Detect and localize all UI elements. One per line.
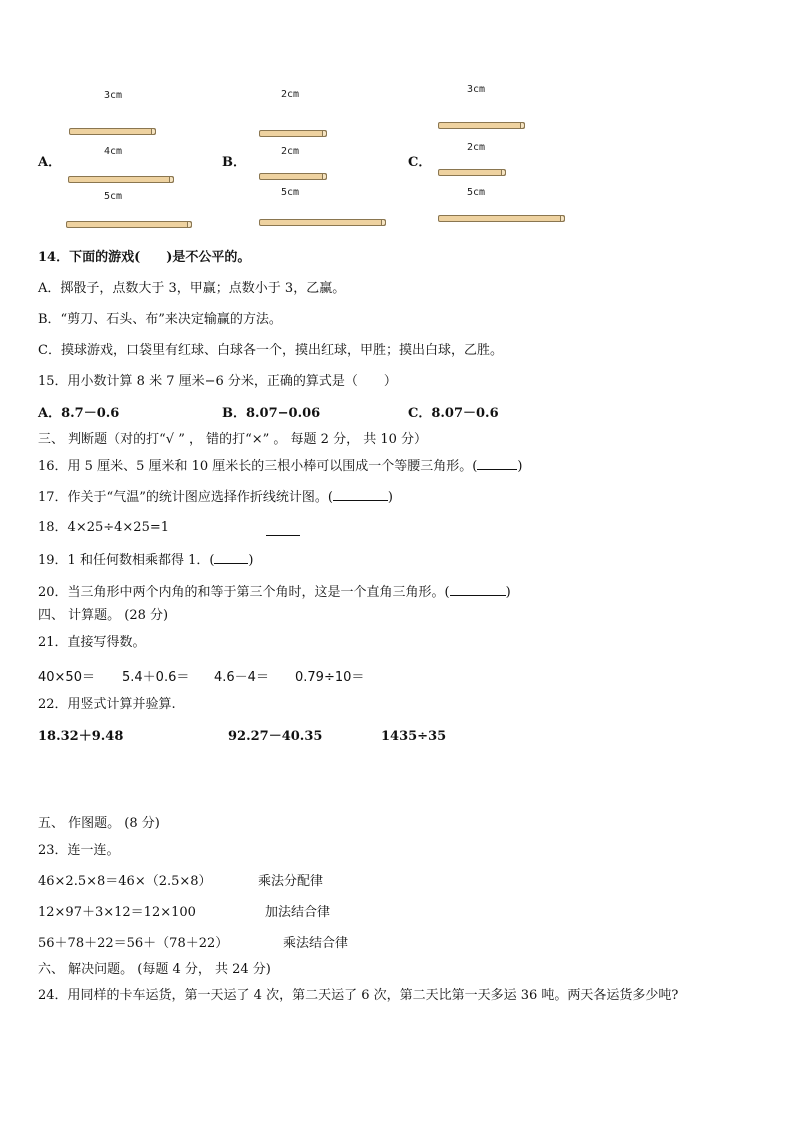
stick-label-b3: 5cm: [281, 187, 300, 198]
q19-end: ): [248, 553, 254, 568]
q21-item-1: 40×50＝: [38, 670, 95, 685]
q15-option-a: A．8.7－0.6: [38, 406, 120, 421]
q16-end: ): [517, 459, 523, 474]
stick-c3: [438, 215, 565, 222]
q17: [38, 488, 393, 506]
q23: 23．连一连。: [38, 843, 120, 858]
q15-question: 15．用小数计算 8 米 7 厘米−6 分米，正确的算式是（ ）: [38, 374, 397, 389]
option-c-label: C．: [408, 155, 432, 170]
q16-answer-blank[interactable]: [477, 457, 517, 470]
stick-a1: [69, 128, 156, 135]
q16: [38, 457, 522, 475]
stick-label-a2: 4cm: [104, 146, 123, 157]
q20: [38, 583, 511, 601]
q21-item-4: 0.79÷10＝: [295, 670, 365, 685]
q21: 21．直接写得数。: [38, 635, 146, 650]
stick-a2: [68, 176, 174, 183]
q20-end: ): [505, 585, 511, 600]
q15-option-c: C．8.07－0.6: [408, 406, 499, 421]
q17-end: ): [387, 490, 393, 505]
stick-b1: [259, 130, 327, 137]
q19-answer-blank[interactable]: [214, 551, 248, 564]
q18: 18．4×25÷4×25=1: [38, 520, 170, 535]
stick-c2: [438, 169, 506, 176]
q23-right-1[interactable]: 乘法分配律: [258, 874, 324, 889]
q21-item-2: 5.4＋0.6＝: [122, 670, 190, 685]
q22: 22．用竖式计算并验算.: [38, 697, 176, 712]
section-5-heading: 五、 作图题。 (8 分): [38, 816, 160, 831]
q24: 24．用同样的卡车运货，第一天运了 4 次，第二天运了 6 次，第二天比第一天多运 36 吨。两天各运货多少吨?: [38, 988, 679, 1003]
q22-item-1: 18.32＋9.48: [38, 729, 124, 744]
stick-label-a3: 5cm: [104, 191, 123, 202]
section-3-heading: 三、 判断题（对的打“√ ” ， 错的打“×” 。 每题 2 分， 共 10 分）: [38, 432, 428, 447]
option-a-label: A．: [38, 155, 62, 170]
q15-option-b: B．8.07−0.06: [222, 406, 321, 421]
q17-answer-blank[interactable]: [333, 488, 388, 501]
option-b-label: B．: [222, 155, 246, 170]
q22-item-3: 1435÷35: [381, 729, 447, 744]
q20-answer-blank[interactable]: [450, 583, 506, 596]
stick-b2: [259, 173, 327, 180]
stick-label-c3: 5cm: [467, 187, 486, 198]
q22-item-2: 92.27－40.35: [228, 729, 323, 744]
q23-right-2[interactable]: 加法结合律: [265, 905, 331, 920]
q14-option-b: B．“剪刀、石头、布”来决定输赢的方法。: [38, 312, 282, 327]
stick-label-c1: 3cm: [467, 84, 486, 95]
stick-label-c2: 2cm: [467, 142, 486, 153]
q19-text: 19．1 和任何数相乘都得 1．(: [38, 553, 215, 568]
stick-c1: [438, 122, 525, 129]
q16-text: 16．用 5 厘米、5 厘米和 10 厘米长的三根小棒可以围成一个等腰三角形。(: [38, 459, 478, 474]
stick-label-b1: 2cm: [281, 89, 300, 100]
section-4-heading: 四、 计算题。 (28 分): [38, 608, 169, 623]
q19: [38, 551, 254, 569]
q20-text: 20．当三角形中两个内角的和等于第三个角时，这是一个直角三角形。(: [38, 585, 450, 600]
q23-left-2[interactable]: 12×97＋3×12＝12×100: [38, 905, 196, 920]
q17-text: 17．作关于“气温”的统计图应选择作折线统计图。(: [38, 490, 333, 505]
stick-label-a1: 3cm: [104, 90, 123, 101]
q18-answer-blank[interactable]: [266, 524, 300, 536]
q14-question: 14．下面的游戏( )是不公平的。: [38, 250, 251, 265]
q21-item-3: 4.6－4＝: [214, 670, 269, 685]
q14-option-a: A．掷骰子，点数大于 3，甲赢；点数小于 3，乙赢。: [38, 281, 346, 296]
q23-left-3[interactable]: 56＋78＋22＝56＋（78＋22）: [38, 936, 229, 951]
q14-option-c: C．摸球游戏，口袋里有红球、白球各一个，摸出红球，甲胜；摸出白球，乙胜。: [38, 343, 503, 358]
stick-label-b2: 2cm: [281, 146, 300, 157]
stick-b3: [259, 219, 386, 226]
stick-a3: [66, 221, 192, 228]
section-6-heading: 六、 解决问题。 (每题 4 分， 共 24 分): [38, 962, 271, 977]
q23-right-3[interactable]: 乘法结合律: [283, 936, 349, 951]
q23-left-1[interactable]: 46×2.5×8＝46×（2.5×8）: [38, 874, 212, 889]
